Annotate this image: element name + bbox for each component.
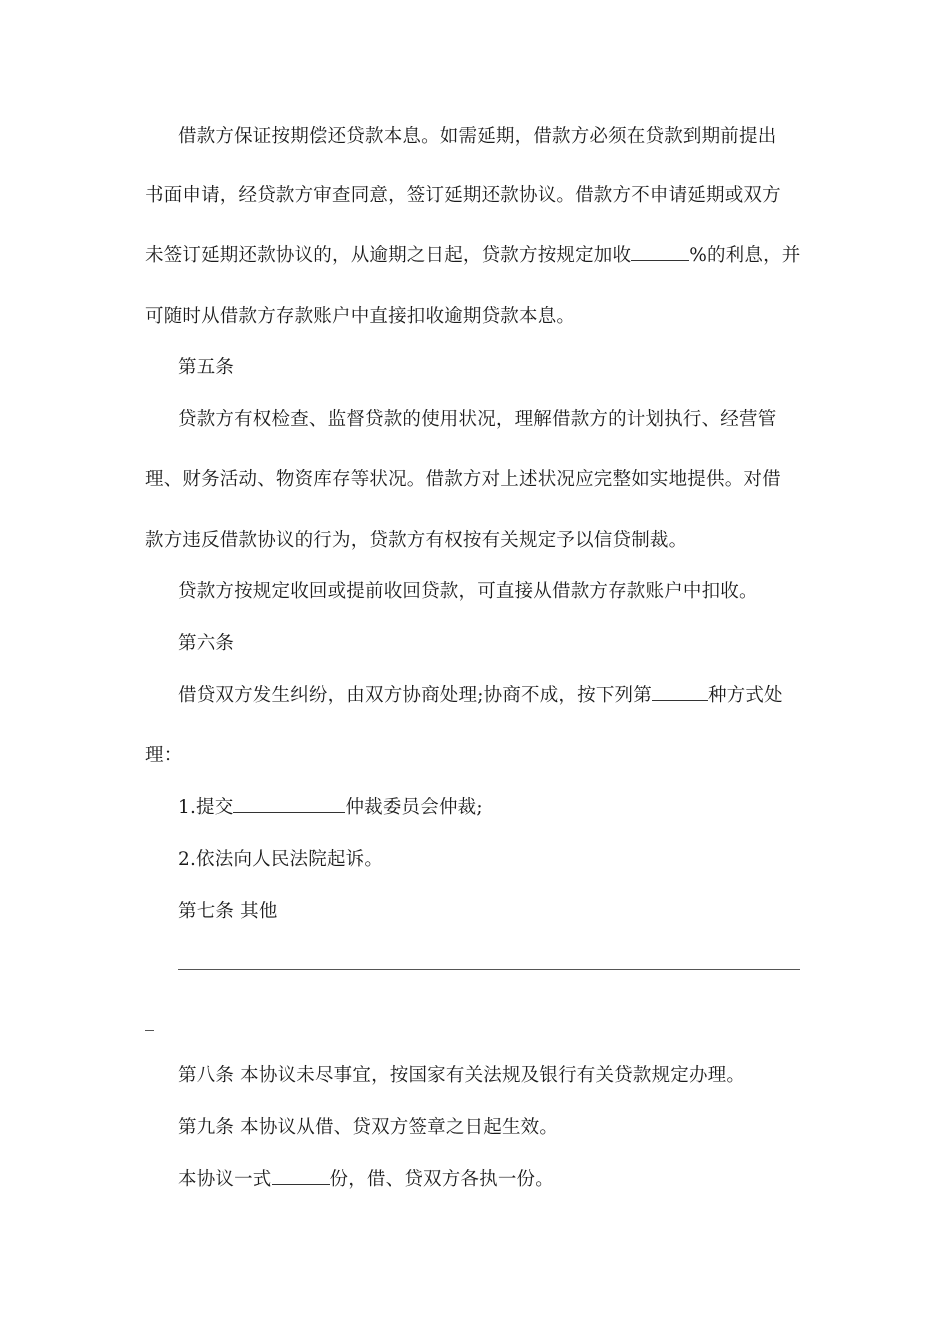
article-6-option-1 (178, 796, 848, 820)
copies-clause (178, 1168, 848, 1192)
text: 理： (145, 745, 183, 766)
article-5-line-4 (178, 580, 848, 604)
copies-count-blank (272, 1168, 330, 1185)
text: 第九条 本协议从借、贷双方签章之日起生效。 (178, 1117, 559, 1138)
article-8 (178, 1064, 848, 1088)
article-6-heading (178, 632, 848, 656)
arbitration-committee-blank (233, 796, 345, 813)
text: 1.提交 (178, 797, 234, 818)
text: 2.依法向人民法院起诉。 (178, 849, 384, 870)
text: 种方式处 (707, 685, 783, 706)
text: 第五条 (178, 357, 235, 378)
paragraph-repayment-line-1 (178, 125, 848, 149)
text: 贷款方按规定收回或提前收回贷款，可直接从借款方存款账户中扣收。 (178, 581, 758, 602)
article-5-heading (178, 356, 848, 380)
interest-rate-blank (631, 244, 689, 261)
paragraph-repayment-line-2 (145, 184, 815, 208)
text: 款方违反借款协议的行为，贷款方有权按有关规定予以信贷制裁。 (145, 530, 688, 551)
text: 贷款方有权检查、监督贷款的使用状况，理解借款方的计划执行、经营管 (178, 409, 777, 430)
text: 本协议一式 (178, 1169, 272, 1190)
article-6-line-1 (178, 684, 848, 708)
article-5-line-2 (145, 468, 815, 492)
article-6-line-2 (145, 744, 815, 768)
dispute-method-blank (652, 684, 708, 701)
text: 书面申请，经贷款方审查同意，签订延期还款协议。借款方不申请延期或双方 (145, 185, 781, 206)
text: 借贷双方发生纠纷，由双方协商处理;协商不成，按下列第 (178, 685, 652, 706)
text: 份，借、贷双方各执一份。 (329, 1169, 554, 1190)
article-5-line-1 (178, 408, 848, 432)
text: 理、财务活动、物资库存等状况。借款方对上述状况应完整如实地提供。对借 (145, 469, 781, 490)
text: 可随时从借款方存款账户中直接扣收逾期贷款本息。 (145, 306, 576, 327)
text: 仲裁委员会仲裁; (345, 797, 483, 818)
article-9 (178, 1116, 848, 1140)
article-6-option-2 (178, 848, 848, 872)
text: %的利息，并 (689, 245, 801, 266)
article-5-line-3 (145, 529, 815, 553)
text: 第八条 本协议未尽事宜，按国家有关法规及银行有关贷款规定办理。 (178, 1065, 746, 1086)
paragraph-repayment-line-3 (145, 244, 815, 268)
text: 第六条 (178, 633, 235, 654)
article-7-blank-line (178, 969, 800, 970)
text: 第七条 其他 (178, 901, 278, 922)
article-7-blank-line-tail (145, 1030, 154, 1031)
text: 未签订延期还款协议的，从逾期之日起，贷款方按规定加收 (145, 245, 632, 266)
paragraph-repayment-line-4 (145, 305, 815, 329)
text: 借款方保证按期偿还贷款本息。如需延期，借款方必须在贷款到期前提出 (178, 126, 777, 147)
article-7-heading (178, 900, 848, 924)
